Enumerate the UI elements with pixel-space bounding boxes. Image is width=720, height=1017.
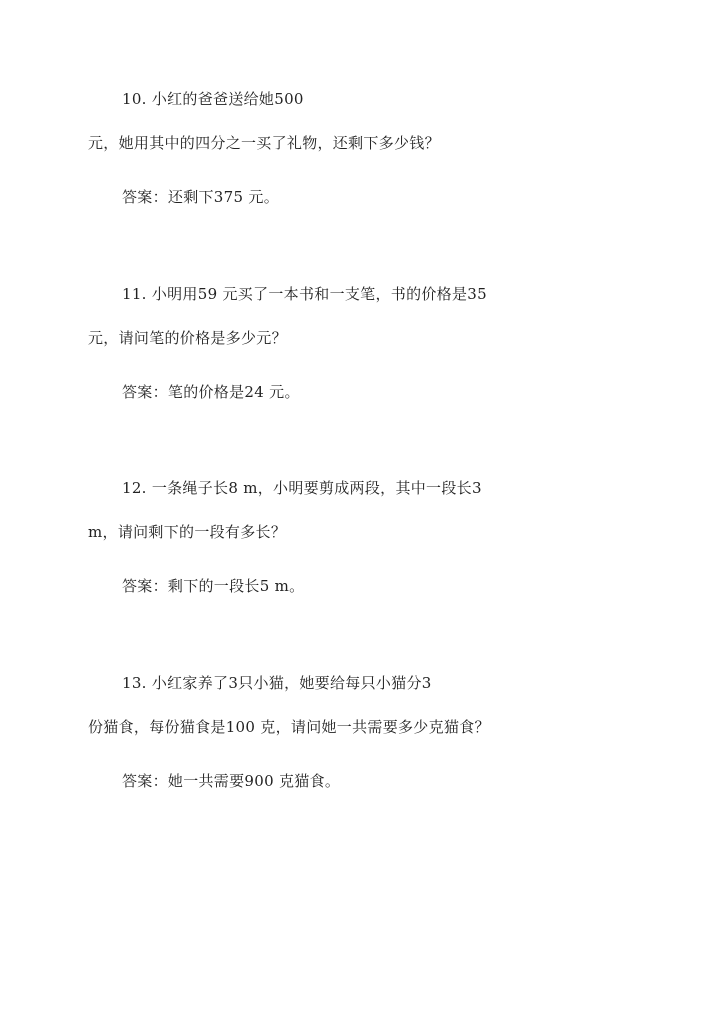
problem-10-answer: 答案：还剩下375 元。 [122, 188, 279, 206]
problem-11-question-line-2: 元，请问笔的价格是多少元？ [88, 329, 287, 347]
problem-13-question-line-1: 13. 小红家养了3只小猫，她要给每只小猫分3 [122, 674, 432, 692]
problem-12-question-line-1: 12. 一条绳子长8 m，小明要剪成两段，其中一段长3 [122, 479, 482, 497]
problem-11-question-line-1: 11. 小明用59 元买了一本书和一支笔，书的价格是35 [122, 285, 487, 303]
problem-12-question-line-2: m，请问剩下的一段有多长？ [88, 523, 287, 541]
problem-10-question-line-2: 元，她用其中的四分之一买了礼物，还剩下多少钱？ [88, 134, 440, 152]
problem-13-answer: 答案：她一共需要900 克猫食。 [122, 772, 341, 790]
problem-13-question-line-2: 份猫食，每份猫食是100 克，请问她一共需要多少克猫食？ [88, 718, 490, 736]
problem-12-answer: 答案：剩下的一段长5 m。 [122, 577, 305, 595]
problem-10-question-line-1: 10. 小红的爸爸送给她500 [122, 90, 304, 108]
problem-11-answer: 答案：笔的价格是24 元。 [122, 383, 300, 401]
